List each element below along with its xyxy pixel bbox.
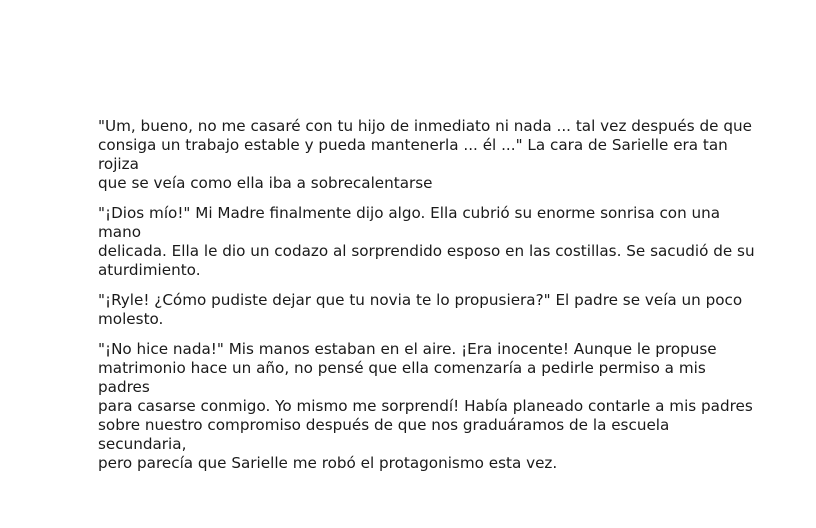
paragraph-3: "¡Ryle! ¿Cómo pudiste dejar que tu novia te lo propusiera?" El padre se veía un poco molesto. xyxy=(98,291,743,328)
text-body xyxy=(98,117,758,484)
paragraph-1: "Um, bueno, no me casaré con tu hijo de inmediato ni nada ... tal vez después de que consiga un trabajo estable y pueda mantenerla ... él ..." La cara de Sarielle era tan rojiza que se veía como ella iba a sobrecalentarse xyxy=(98,117,752,192)
paragraph-4: "¡No hice nada!" Mis manos estaban en el aire. ¡Era inocente! Aunque le propuse matrimonio hace un año, no pensé que ella comenzaría a pedirle permiso a mis padres para casarse conmigo. Yo mismo me sorprendí! Había planeado contarle a mis padres sobre nuestro compromiso después de que nos graduáramos de la escuela secundaria, pero parecía que Sarielle me robó el protagonismo esta vez. xyxy=(98,340,753,472)
paragraph-2: "¡Dios mío!" Mi Madre finalmente dijo algo. Ella cubrió su enorme sonrisa con una mano delicada. Ella le dio un codazo al sorprendido esposo en las costillas. Se sacudió de su aturdimiento. xyxy=(98,204,755,279)
